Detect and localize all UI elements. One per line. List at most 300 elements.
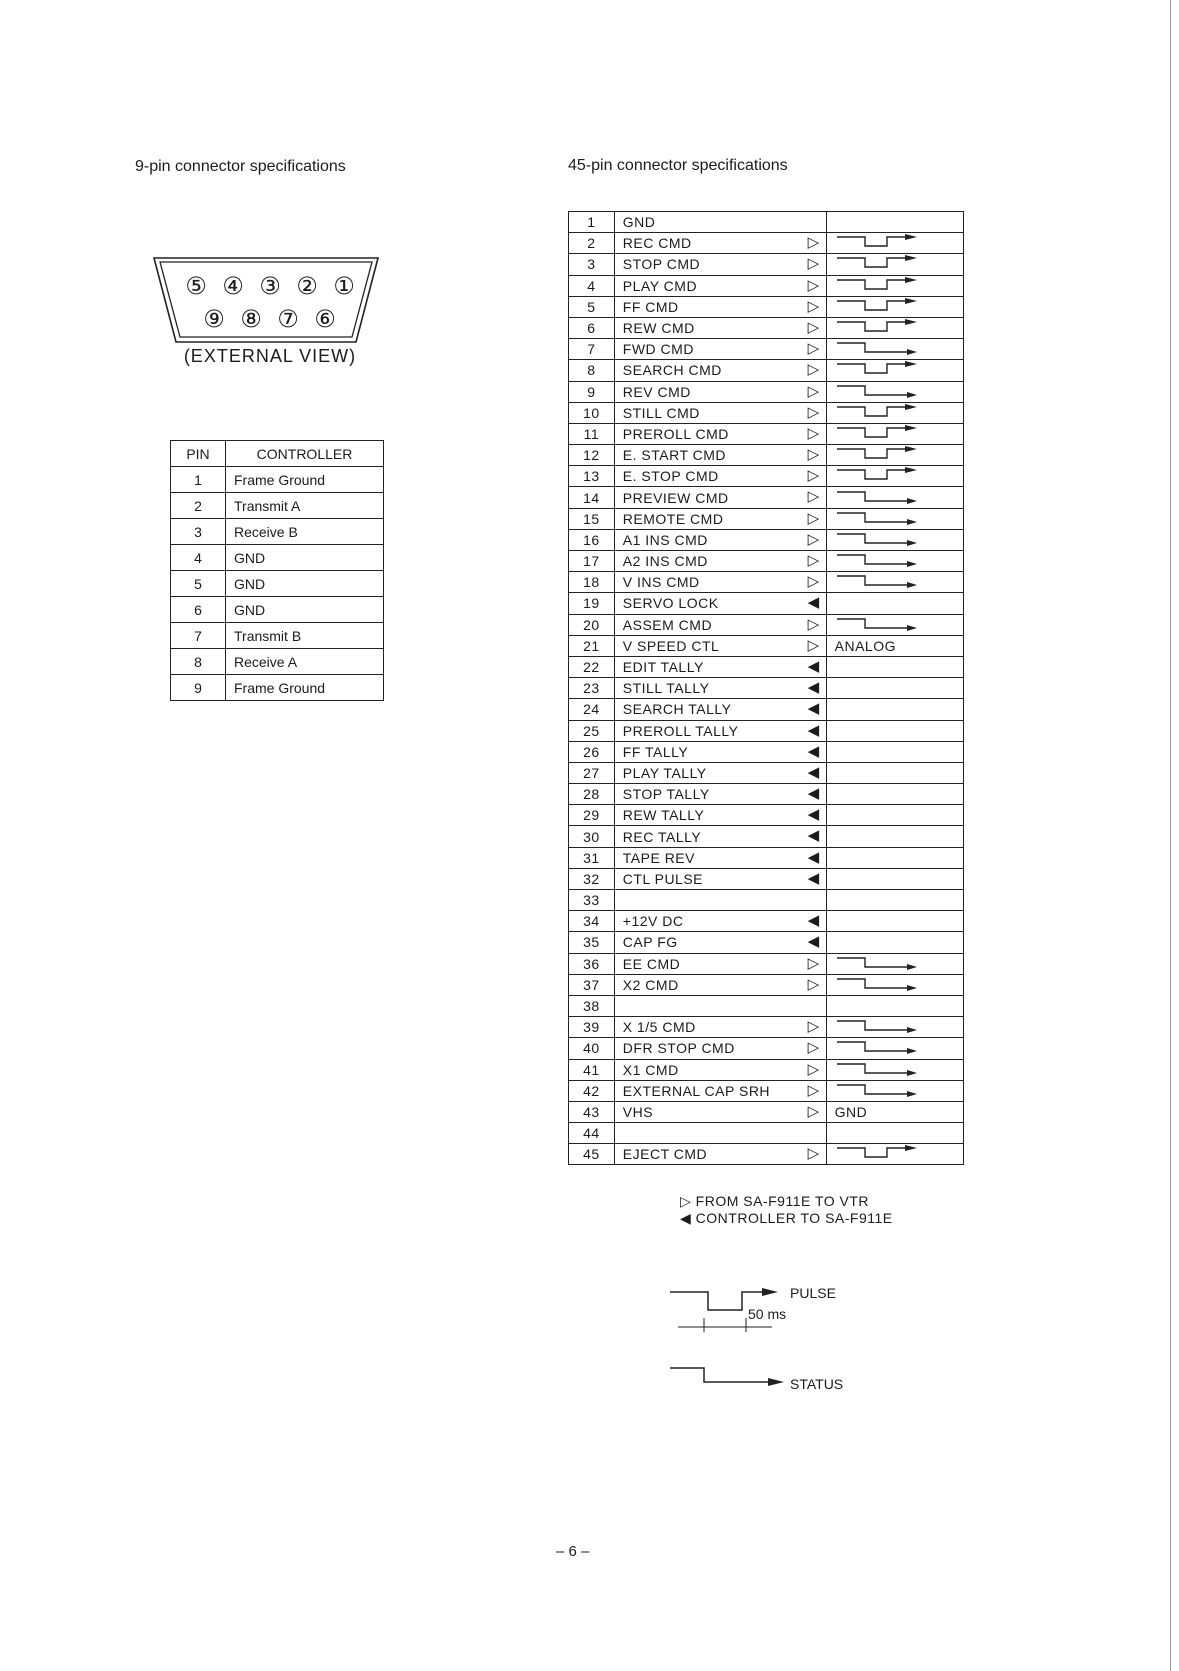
signal-name: REW TALLY (622, 807, 705, 824)
incoming-arrow-icon: ◀ (807, 827, 820, 845)
table-row (569, 635, 964, 656)
pin-number-cell: 26 (569, 741, 615, 762)
pin-number-cell: 42 (569, 1080, 615, 1101)
pin-number-cell: 37 (569, 974, 615, 995)
pin-number-cell: 15 (569, 508, 615, 529)
controller-signal-cell: Receive A (226, 649, 384, 675)
signal-name: EJECT CMD (622, 1146, 708, 1163)
signal-type-cell (826, 508, 963, 529)
table-row (569, 699, 964, 720)
pin-number-cell: 39 (569, 1017, 615, 1038)
signal-type-cell (826, 551, 963, 572)
table-row (569, 508, 964, 529)
signal-name-cell (614, 678, 826, 699)
status-waveform-icon (835, 615, 919, 631)
pin-number-cell: 1 (569, 212, 615, 233)
outgoing-arrow-icon: ▷ (807, 1102, 820, 1120)
incoming-arrow-icon: ◀ (680, 1210, 692, 1226)
pin-number-cell: 8 (171, 649, 226, 675)
pulse-waveform-icon (835, 254, 919, 270)
signal-type-cell (826, 741, 963, 762)
table-row (569, 974, 964, 995)
signal-type-cell (826, 890, 963, 911)
pin-number-cell: 38 (569, 995, 615, 1016)
signal-name: STILL TALLY (622, 680, 710, 697)
pin-number-cell: 31 (569, 847, 615, 868)
pin-number-cell: 44 (569, 1123, 615, 1144)
signal-name-cell (614, 784, 826, 805)
pin-number-cell: 45 (569, 1144, 615, 1165)
pin-number-cell: 9 (569, 381, 615, 402)
outgoing-arrow-icon: ▷ (807, 552, 820, 569)
pin-number-cell: 25 (569, 720, 615, 741)
signal-name: A1 INS CMD (622, 531, 708, 548)
signal-type-cell (826, 635, 963, 656)
pulse-waveform-icon (835, 1144, 919, 1160)
signal-type-cell (826, 1123, 963, 1144)
forty-five-pin-table-body (569, 212, 964, 1165)
pin-number-cell: 35 (569, 932, 615, 953)
outgoing-arrow-icon: ▷ (807, 467, 820, 485)
pin-number-cell: 6 (171, 597, 226, 623)
outgoing-arrow-icon: ▷ (807, 403, 820, 421)
signal-name: ASSEM CMD (622, 616, 713, 633)
signal-name-cell (614, 317, 826, 338)
signal-name: PREROLL TALLY (622, 722, 739, 739)
connector-pin-8: ⑧ (240, 305, 262, 333)
incoming-arrow-icon: ◀ (807, 912, 820, 930)
signal-name-cell (614, 360, 826, 381)
signal-type-cell (826, 381, 963, 402)
signal-name: DFR STOP CMD (622, 1040, 735, 1057)
table-row (569, 1101, 964, 1122)
signal-type-cell (826, 805, 963, 826)
table-row (171, 649, 384, 675)
legend-out-text: FROM SA-F911E TO VTR (695, 1193, 870, 1209)
signal-name: PREVIEW CMD (622, 489, 729, 506)
signal-name: V INS CMD (622, 574, 700, 591)
status-waveform-icon (835, 975, 919, 991)
status-label: STATUS (790, 1376, 844, 1392)
signal-type-cell (826, 212, 963, 233)
connector-pin-5: ⑤ (185, 272, 207, 300)
pin-number-cell: 22 (569, 656, 615, 677)
signal-name: EXTERNAL CAP SRH (622, 1082, 771, 1099)
signal-name-cell (614, 911, 826, 932)
signal-type-cell (826, 953, 963, 974)
pin-number-cell: 20 (569, 614, 615, 635)
table-row (171, 493, 384, 519)
pulse-width-label: 50 ms (748, 1306, 787, 1322)
signal-name-cell (614, 529, 826, 550)
signal-name: PREROLL CMD (622, 425, 729, 442)
nine-pin-table (170, 440, 384, 701)
connector-pin-6: ⑥ (314, 305, 336, 333)
signal-name-cell (614, 1038, 826, 1059)
signal-type-cell (826, 233, 963, 254)
controller-signal-cell: Frame Ground (226, 675, 384, 701)
table-row (569, 720, 964, 741)
pin-number-cell: 13 (569, 466, 615, 487)
outgoing-arrow-icon: ▷ (807, 361, 820, 379)
signal-name-cell (614, 402, 826, 423)
signal-type-text: ANALOG (834, 637, 896, 654)
forty-five-pin-table (568, 211, 964, 1165)
signal-type-cell (826, 296, 963, 317)
signal-type-cell (826, 826, 963, 847)
outgoing-arrow-icon: ▷ (807, 975, 820, 993)
signal-name-cell (614, 762, 826, 783)
signal-name-cell (614, 741, 826, 762)
outgoing-arrow-icon: ▷ (807, 1081, 820, 1099)
table-row (569, 551, 964, 572)
status-waveform-icon (835, 572, 919, 588)
table-row (569, 423, 964, 444)
incoming-arrow-icon: ◀ (807, 657, 820, 675)
incoming-arrow-icon: ◀ (807, 848, 820, 866)
table-row (569, 741, 964, 762)
signal-type-cell (826, 868, 963, 889)
signal-name: REW CMD (622, 320, 695, 337)
table-row (569, 233, 964, 254)
signal-type-cell (826, 339, 963, 360)
signal-name-cell (614, 699, 826, 720)
status-waveform-diagram (668, 1362, 788, 1390)
signal-name: TAPE REV (622, 849, 695, 866)
signal-name-cell (614, 275, 826, 296)
signal-name: PLAY TALLY (622, 764, 707, 781)
incoming-arrow-icon: ◀ (807, 763, 820, 781)
signal-name-cell (614, 1017, 826, 1038)
outgoing-arrow-icon: ▷ (807, 573, 820, 591)
signal-name: PLAY CMD (622, 277, 698, 294)
signal-name: FF CMD (622, 298, 679, 315)
pin-number-cell: 12 (569, 445, 615, 466)
pulse-waveform-icon (835, 233, 919, 249)
pin-number-cell: 1 (171, 467, 226, 493)
table-row (569, 360, 964, 381)
controller-signal-cell: Frame Ground (226, 467, 384, 493)
signal-name-cell (614, 1059, 826, 1080)
signal-name: REMOTE CMD (622, 510, 724, 527)
table-row (569, 656, 964, 677)
table-row (569, 212, 964, 233)
table-row (569, 317, 964, 338)
outgoing-arrow-icon: ▷ (807, 255, 820, 273)
table-row (569, 1123, 964, 1144)
table-row (569, 487, 964, 508)
table-row (569, 466, 964, 487)
legend-out (680, 1193, 869, 1210)
status-waveform-icon (835, 1081, 919, 1097)
pin-number-cell: 21 (569, 635, 615, 656)
signal-name-cell (614, 233, 826, 254)
table-row (171, 675, 384, 701)
pin-number-cell: 14 (569, 487, 615, 508)
signal-type-cell (826, 1059, 963, 1080)
signal-type-cell (826, 466, 963, 487)
incoming-arrow-icon: ◀ (807, 869, 820, 887)
signal-name-cell (614, 466, 826, 487)
outgoing-arrow-icon: ▷ (807, 636, 820, 654)
signal-type-cell (826, 614, 963, 635)
pin-number-cell: 28 (569, 784, 615, 805)
signal-type-cell (826, 275, 963, 296)
pin-number-cell: 7 (171, 623, 226, 649)
signal-type-cell (826, 572, 963, 593)
signal-name-cell (614, 805, 826, 826)
pin-number-cell: 7 (569, 339, 615, 360)
table-row (569, 1144, 964, 1165)
pin-number-cell: 41 (569, 1059, 615, 1080)
pin-number-cell: 11 (569, 423, 615, 444)
table-row (569, 339, 964, 360)
signal-name: STOP CMD (622, 256, 701, 273)
table-row (569, 784, 964, 805)
signal-name-cell (614, 381, 826, 402)
nine-pin-heading: 9-pin connector specifications (135, 158, 346, 175)
signal-type-cell (826, 445, 963, 466)
signal-name-cell (614, 635, 826, 656)
incoming-arrow-icon: ◀ (807, 594, 820, 612)
signal-type-cell (826, 762, 963, 783)
outgoing-arrow-icon: ▷ (807, 1145, 820, 1163)
table-row (569, 593, 964, 614)
table-row (569, 805, 964, 826)
pin-number-cell: 4 (171, 545, 226, 571)
outgoing-arrow-icon: ▷ (807, 488, 820, 506)
table-row (569, 1080, 964, 1101)
pulse-waveform-icon (835, 276, 919, 292)
outgoing-arrow-icon: ▷ (680, 1193, 692, 1209)
table-row (569, 762, 964, 783)
signal-name-cell (614, 551, 826, 572)
table-row (171, 623, 384, 649)
pulse-label: PULSE (790, 1285, 836, 1301)
signal-type-cell (826, 1101, 963, 1122)
incoming-arrow-icon: ◀ (807, 679, 820, 697)
outgoing-arrow-icon: ▷ (807, 297, 820, 315)
signal-type-cell (826, 529, 963, 550)
signal-name-cell (614, 593, 826, 614)
status-waveform-icon (835, 488, 919, 504)
incoming-arrow-icon: ◀ (807, 806, 820, 824)
legend-in-text: CONTROLLER TO SA-F911E (695, 1210, 893, 1226)
signal-type-cell (826, 847, 963, 868)
status-waveform-icon (835, 339, 919, 355)
signal-name: STILL CMD (622, 404, 700, 421)
controller-signal-cell: GND (226, 545, 384, 571)
outgoing-arrow-icon: ▷ (807, 382, 820, 400)
pin-number-cell: 34 (569, 911, 615, 932)
signal-name: X1 CMD (622, 1061, 679, 1078)
outgoing-arrow-icon: ▷ (807, 234, 820, 252)
table-row (171, 571, 384, 597)
signal-type-cell (826, 656, 963, 677)
pin-number-cell: 5 (171, 571, 226, 597)
table-row (569, 868, 964, 889)
status-waveform-icon (835, 382, 919, 398)
pin-number-cell: 33 (569, 890, 615, 911)
column-header-controller: CONTROLLER (226, 441, 384, 467)
signal-type-cell (826, 1038, 963, 1059)
table-row (569, 932, 964, 953)
signal-name: STOP TALLY (622, 786, 710, 803)
table-row (171, 467, 384, 493)
table-row (569, 402, 964, 423)
signal-name: FF TALLY (622, 743, 689, 760)
table-row (569, 995, 964, 1016)
signal-type-cell (826, 487, 963, 508)
pin-number-cell: 10 (569, 402, 615, 423)
pin-number-cell: 27 (569, 762, 615, 783)
signal-name: SEARCH TALLY (622, 701, 732, 718)
pin-number-cell: 32 (569, 868, 615, 889)
pin-number-cell: 5 (569, 296, 615, 317)
signal-type-cell (826, 995, 963, 1016)
signal-name-cell (614, 423, 826, 444)
signal-name-cell (614, 296, 826, 317)
signal-name: REC CMD (622, 235, 692, 252)
pin-number-cell: 43 (569, 1101, 615, 1122)
signal-name: GND (622, 214, 656, 231)
pulse-waveform-icon (835, 466, 919, 482)
table-row (569, 572, 964, 593)
signal-name: REC TALLY (622, 828, 702, 845)
signal-name: EDIT TALLY (622, 659, 704, 676)
pin-number-cell: 3 (171, 519, 226, 545)
outgoing-arrow-icon: ▷ (807, 530, 820, 548)
status-waveform-icon (835, 1038, 919, 1054)
signal-type-cell (826, 974, 963, 995)
legend-in (680, 1210, 893, 1227)
signal-name-cell (614, 656, 826, 677)
outgoing-arrow-icon: ▷ (807, 509, 820, 527)
outgoing-arrow-icon: ▷ (807, 954, 820, 972)
signal-name-cell (614, 614, 826, 635)
outgoing-arrow-icon: ▷ (807, 1060, 820, 1078)
pin-number-cell: 4 (569, 275, 615, 296)
controller-signal-cell: Transmit B (226, 623, 384, 649)
table-row (569, 911, 964, 932)
signal-name-cell (614, 1144, 826, 1165)
signal-name: VHS (622, 1103, 654, 1120)
controller-signal-cell: GND (226, 597, 384, 623)
pin-number-cell: 40 (569, 1038, 615, 1059)
signal-type-cell (826, 932, 963, 953)
signal-name-cell (614, 487, 826, 508)
pin-number-cell: 2 (569, 233, 615, 254)
signal-name-cell (614, 1080, 826, 1101)
signal-type-cell (826, 360, 963, 381)
signal-name: CAP FG (622, 934, 678, 951)
pin-number-cell: 17 (569, 551, 615, 572)
signal-type-cell (826, 720, 963, 741)
outgoing-arrow-icon: ▷ (807, 1039, 820, 1057)
signal-name-cell (614, 890, 826, 911)
signal-type-cell (826, 317, 963, 338)
signal-name: E. STOP CMD (622, 468, 719, 485)
nine-pin-table-body (171, 467, 384, 701)
outgoing-arrow-icon: ▷ (807, 424, 820, 442)
pulse-waveform-icon (835, 318, 919, 334)
signal-type-cell (826, 402, 963, 423)
signal-name-cell (614, 995, 826, 1016)
signal-type-cell (826, 784, 963, 805)
status-waveform-icon (835, 954, 919, 970)
pin-number-cell: 23 (569, 678, 615, 699)
table-row (569, 381, 964, 402)
signal-name: EE CMD (622, 955, 681, 972)
scan-edge-line (1170, 0, 1171, 1671)
pin-number-cell: 9 (171, 675, 226, 701)
signal-name-cell (614, 1123, 826, 1144)
pin-number-cell: 16 (569, 529, 615, 550)
forty-five-pin-heading: 45-pin connector specifications (568, 157, 788, 174)
page-number: – 6 – (556, 1543, 590, 1560)
controller-signal-cell: Receive B (226, 519, 384, 545)
signal-type-cell (826, 678, 963, 699)
status-waveform-icon (835, 1017, 919, 1033)
table-row (569, 953, 964, 974)
external-view-caption: (EXTERNAL VIEW) (183, 346, 357, 366)
status-waveform-icon (835, 551, 919, 567)
signal-name-cell (614, 254, 826, 275)
status-waveform-icon (835, 1060, 919, 1076)
pulse-waveform-icon (835, 403, 919, 419)
signal-name: CTL PULSE (622, 870, 704, 887)
pulse-waveform-icon (835, 360, 919, 376)
controller-signal-cell: Transmit A (226, 493, 384, 519)
connector-pin-3: ③ (259, 272, 281, 300)
signal-type-cell (826, 911, 963, 932)
connector-pin-9: ⑨ (203, 305, 225, 333)
signal-type-cell (826, 1017, 963, 1038)
outgoing-arrow-icon: ▷ (807, 615, 820, 633)
table-row (171, 519, 384, 545)
signal-name: X 1/5 CMD (622, 1019, 696, 1036)
connector-pin-4: ④ (222, 272, 244, 300)
outgoing-arrow-icon: ▷ (807, 318, 820, 336)
table-row (569, 1038, 964, 1059)
signal-name-cell (614, 212, 826, 233)
connector-pin-7: ⑦ (277, 305, 299, 333)
outgoing-arrow-icon: ▷ (807, 446, 820, 464)
signal-type-cell (826, 1080, 963, 1101)
table-row (569, 678, 964, 699)
signal-type-text: GND (834, 1103, 868, 1120)
incoming-arrow-icon: ◀ (807, 700, 820, 718)
outgoing-arrow-icon: ▷ (807, 340, 820, 358)
table-row (569, 614, 964, 635)
signal-name-cell (614, 720, 826, 741)
controller-signal-cell: GND (226, 571, 384, 597)
table-row (569, 254, 964, 275)
table-row (569, 826, 964, 847)
outgoing-arrow-icon: ▷ (807, 1018, 820, 1036)
signal-name-cell (614, 953, 826, 974)
signal-type-cell (826, 1144, 963, 1165)
incoming-arrow-icon: ◀ (807, 785, 820, 803)
pin-number-cell: 18 (569, 572, 615, 593)
status-waveform-icon (835, 530, 919, 546)
table-row (569, 847, 964, 868)
connector-pin-1: ① (333, 272, 355, 300)
table-row (171, 545, 384, 571)
signal-name-cell (614, 572, 826, 593)
signal-name-cell (614, 847, 826, 868)
outgoing-arrow-icon: ▷ (807, 276, 820, 294)
